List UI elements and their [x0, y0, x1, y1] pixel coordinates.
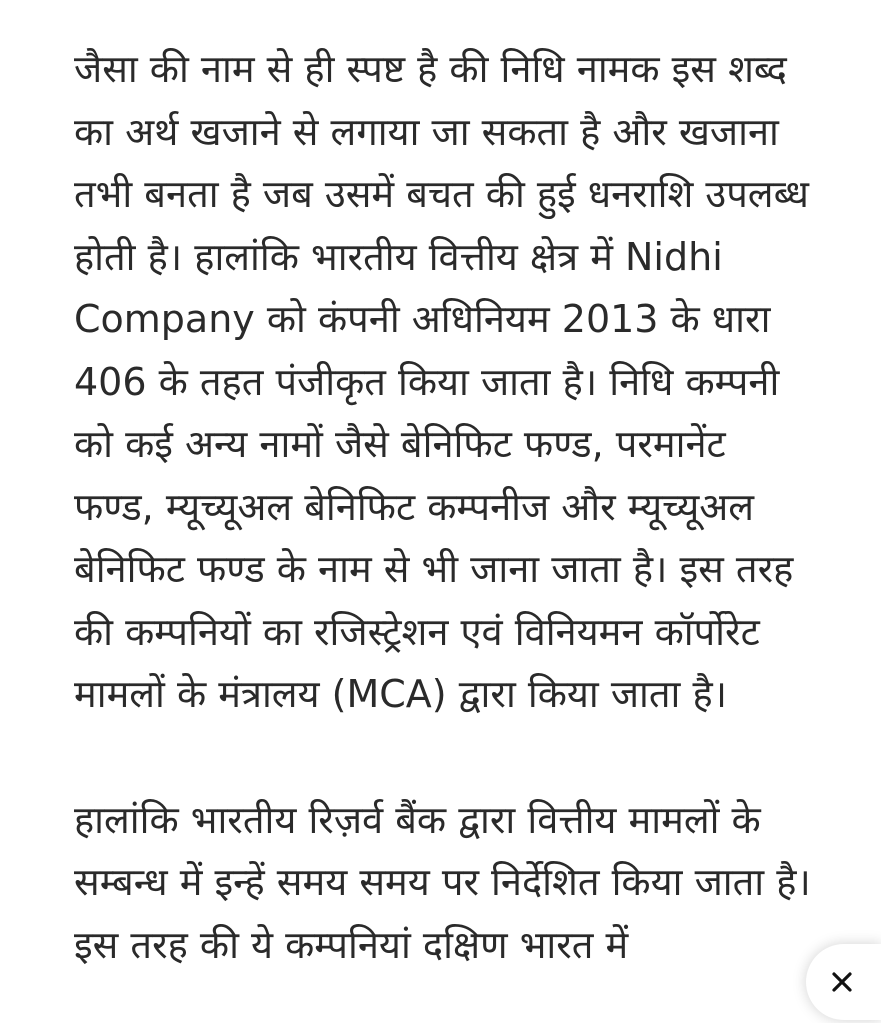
article-paragraph: हालांकि भारतीय रिज़र्व बैंक द्वारा वित्तीय मामलों के सम्बन्ध में इन्हें समय समय पर निर्देशित किया जाता है। इस तरह की ये कम्पनियां दक्षिण भारत में — [74, 797, 811, 967]
close-icon — [831, 971, 853, 993]
viewport-bottom-edge — [0, 1013, 881, 1023]
close-button[interactable] — [806, 944, 881, 1020]
article-paragraph: जैसा की नाम से ही स्पष्ट है की निधि नामक इस शब्द का अर्थ खजाने से लगाया जा सकता है और खजाना तभी बनता है जब उसमें बचत की हुई धनराशि उपलब्ध होती है। हालांकि भारतीय वित्तीय क्षेत्र में Nidhi Company को कंपनी अधिनियम 2013 के धारा 406 के तहत पंजीकृत किया जाता है। निधि कम्पनी को कई अन्य नामों जैसे बेनिफिट फण्ड, परमानेंट फण्ड, म्यूच्यूअल बेनिफिट कम्पनीज और म्यूच्यूअल बेनिफिट फण्ड के नाम से भी जाना जाता है। इस तरह की कम्पनियों का रजिस्ट्रेशन एवं विनियमन कॉर्पोरेट मामलों के मंत्रालय (MCA) द्वारा किया जाता है। — [74, 47, 809, 716]
article-body — [74, 38, 814, 976]
